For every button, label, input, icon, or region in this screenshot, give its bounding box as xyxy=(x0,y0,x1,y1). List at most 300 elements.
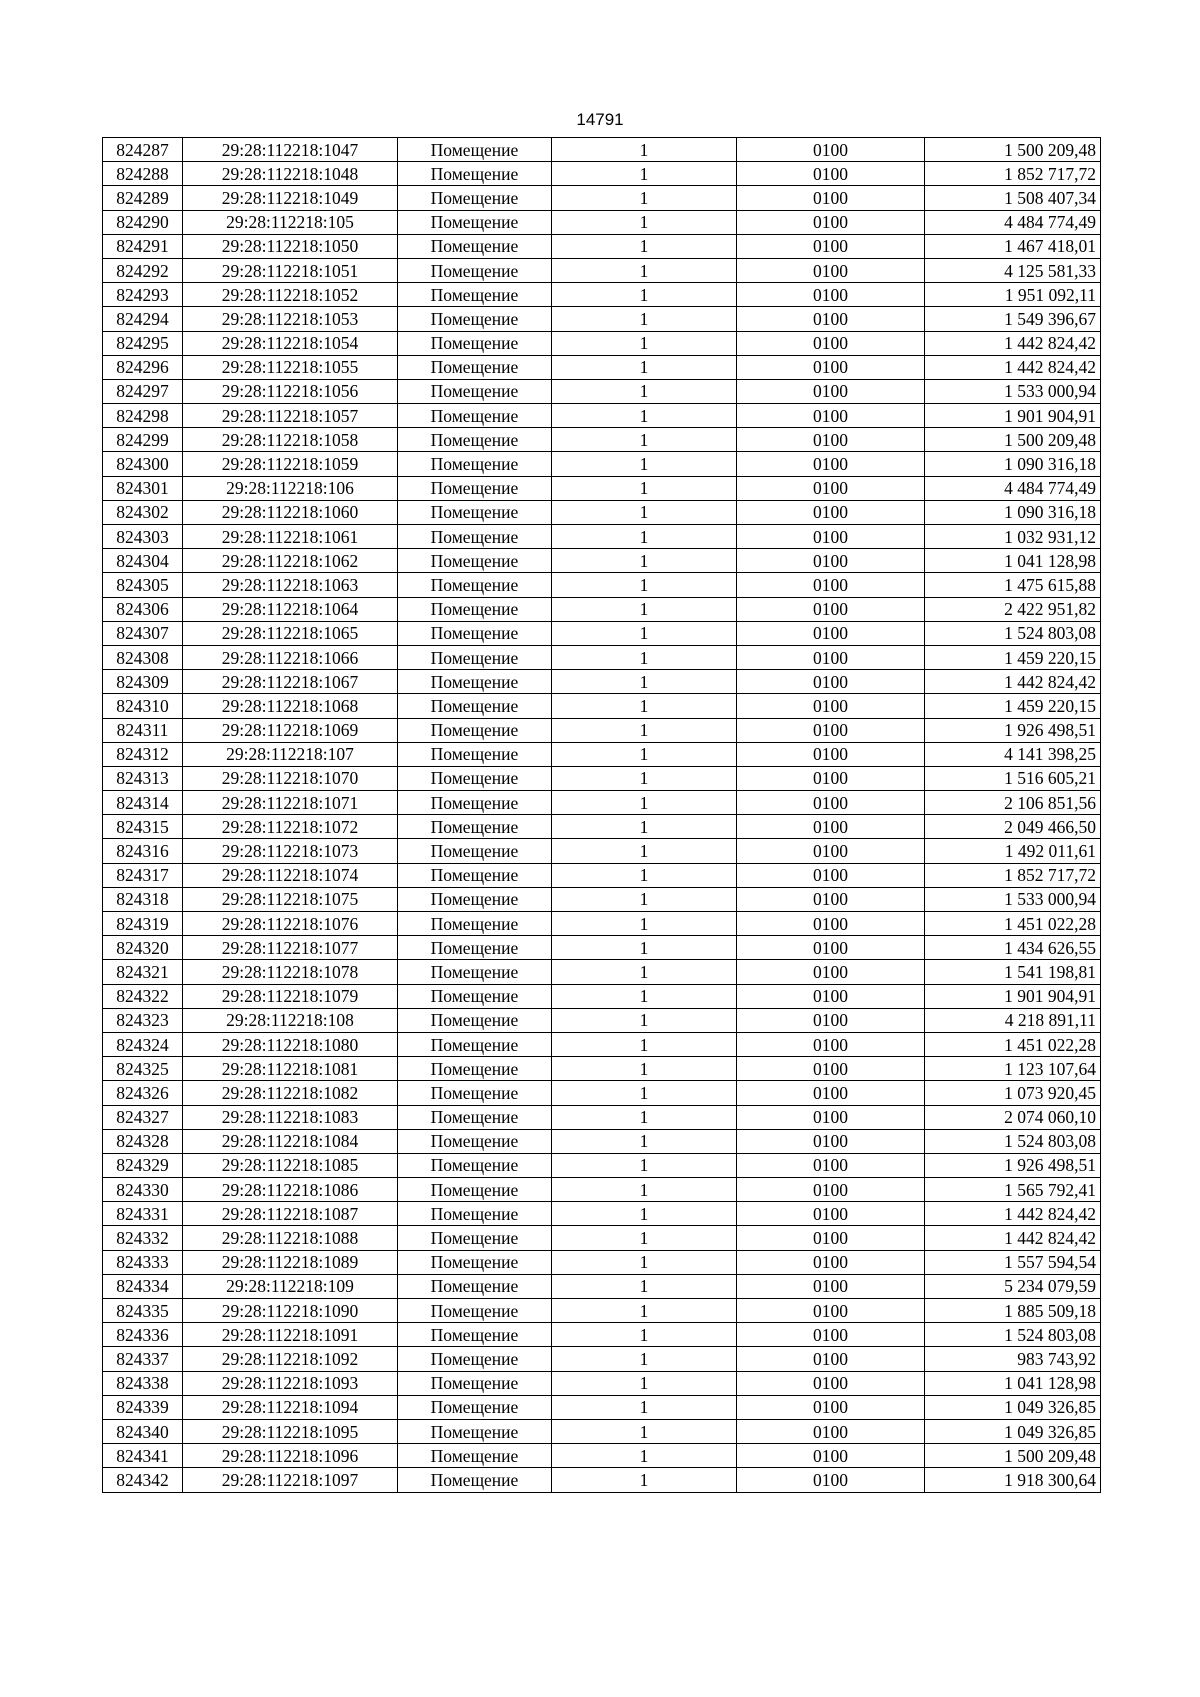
row-number-cell: 824304 xyxy=(103,549,183,573)
object-type-cell: Помещение xyxy=(398,1032,552,1056)
table-row xyxy=(103,452,1101,476)
object-type-cell: Помещение xyxy=(398,1057,552,1081)
object-type-cell: Помещение xyxy=(398,1299,552,1323)
table-row xyxy=(103,307,1101,331)
object-type-cell: Помещение xyxy=(398,234,552,258)
row-number-cell: 824319 xyxy=(103,912,183,936)
quantity-cell: 1 xyxy=(552,162,737,186)
code-cell: 0100 xyxy=(737,742,925,766)
cadastral-value-cell: 1 442 824,42 xyxy=(925,670,1101,694)
quantity-cell: 1 xyxy=(552,742,737,766)
table-row xyxy=(103,1105,1101,1129)
cadastral-value-cell: 1 516 605,21 xyxy=(925,766,1101,790)
cadastral-number-cell: 29:28:112218:1093 xyxy=(183,1371,398,1395)
object-type-cell: Помещение xyxy=(398,1226,552,1250)
cadastral-value-cell: 2 422 951,82 xyxy=(925,597,1101,621)
cadastral-value-cell: 1 557 594,54 xyxy=(925,1250,1101,1274)
table-row xyxy=(103,670,1101,694)
row-number-cell: 824308 xyxy=(103,645,183,669)
row-number-cell: 824329 xyxy=(103,1153,183,1177)
table-row xyxy=(103,210,1101,234)
quantity-cell: 1 xyxy=(552,645,737,669)
code-cell: 0100 xyxy=(737,1250,925,1274)
cadastral-number-cell: 29:28:112218:109 xyxy=(183,1274,398,1298)
object-type-cell: Помещение xyxy=(398,476,552,500)
row-number-cell: 824297 xyxy=(103,379,183,403)
quantity-cell: 1 xyxy=(552,936,737,960)
quantity-cell: 1 xyxy=(552,694,737,718)
cadastral-number-cell: 29:28:112218:107 xyxy=(183,742,398,766)
quantity-cell: 1 xyxy=(552,210,737,234)
code-cell: 0100 xyxy=(737,549,925,573)
object-type-cell: Помещение xyxy=(398,645,552,669)
quantity-cell: 1 xyxy=(552,1347,737,1371)
cadastral-value-cell: 4 125 581,33 xyxy=(925,258,1101,282)
object-type-cell: Помещение xyxy=(398,912,552,936)
code-cell: 0100 xyxy=(737,1032,925,1056)
table-row xyxy=(103,912,1101,936)
quantity-cell: 1 xyxy=(552,404,737,428)
cadastral-value-cell: 1 041 128,98 xyxy=(925,549,1101,573)
cadastral-number-cell: 29:28:112218:1060 xyxy=(183,500,398,524)
row-number-cell: 824328 xyxy=(103,1129,183,1153)
cadastral-value-cell: 1 852 717,72 xyxy=(925,162,1101,186)
cadastral-value-cell: 1 442 824,42 xyxy=(925,355,1101,379)
object-type-cell: Помещение xyxy=(398,1274,552,1298)
quantity-cell: 1 xyxy=(552,815,737,839)
object-type-cell: Помещение xyxy=(398,1008,552,1032)
quantity-cell: 1 xyxy=(552,1299,737,1323)
cadastral-number-cell: 29:28:112218:1066 xyxy=(183,645,398,669)
object-type-cell: Помещение xyxy=(398,1323,552,1347)
table-row xyxy=(103,428,1101,452)
object-type-cell: Помещение xyxy=(398,525,552,549)
quantity-cell: 1 xyxy=(552,1226,737,1250)
row-number-cell: 824322 xyxy=(103,984,183,1008)
object-type-cell: Помещение xyxy=(398,1395,552,1419)
row-number-cell: 824307 xyxy=(103,621,183,645)
quantity-cell: 1 xyxy=(552,1105,737,1129)
table-row xyxy=(103,1419,1101,1443)
cadastral-value-cell: 1 467 418,01 xyxy=(925,234,1101,258)
object-type-cell: Помещение xyxy=(398,500,552,524)
cadastral-number-cell: 29:28:112218:1073 xyxy=(183,839,398,863)
table-row xyxy=(103,936,1101,960)
object-type-cell: Помещение xyxy=(398,186,552,210)
quantity-cell: 1 xyxy=(552,1178,737,1202)
table-row xyxy=(103,525,1101,549)
table-row xyxy=(103,549,1101,573)
object-type-cell: Помещение xyxy=(398,452,552,476)
code-cell: 0100 xyxy=(737,1153,925,1177)
cadastral-number-cell: 29:28:112218:1097 xyxy=(183,1468,398,1492)
code-cell: 0100 xyxy=(737,694,925,718)
cadastral-value-cell: 1 901 904,91 xyxy=(925,984,1101,1008)
cadastral-value-cell: 1 508 407,34 xyxy=(925,186,1101,210)
code-cell: 0100 xyxy=(737,210,925,234)
cadastral-value-cell: 1 090 316,18 xyxy=(925,500,1101,524)
row-number-cell: 824316 xyxy=(103,839,183,863)
quantity-cell: 1 xyxy=(552,476,737,500)
quantity-cell: 1 xyxy=(552,549,737,573)
cadastral-value-cell: 1 442 824,42 xyxy=(925,331,1101,355)
cadastral-number-cell: 29:28:112218:1055 xyxy=(183,355,398,379)
registry-table xyxy=(102,137,1101,1493)
object-type-cell: Помещение xyxy=(398,1419,552,1443)
row-number-cell: 824325 xyxy=(103,1057,183,1081)
quantity-cell: 1 xyxy=(552,670,737,694)
cadastral-number-cell: 29:28:112218:1059 xyxy=(183,452,398,476)
table-row xyxy=(103,1081,1101,1105)
table-row xyxy=(103,863,1101,887)
table-row xyxy=(103,960,1101,984)
row-number-cell: 824310 xyxy=(103,694,183,718)
cadastral-value-cell: 1 524 803,08 xyxy=(925,621,1101,645)
code-cell: 0100 xyxy=(737,766,925,790)
table-row xyxy=(103,718,1101,742)
table-row xyxy=(103,258,1101,282)
table-row xyxy=(103,404,1101,428)
cadastral-number-cell: 29:28:112218:1086 xyxy=(183,1178,398,1202)
code-cell: 0100 xyxy=(737,1395,925,1419)
quantity-cell: 1 xyxy=(552,1202,737,1226)
quantity-cell: 1 xyxy=(552,984,737,1008)
row-number-cell: 824300 xyxy=(103,452,183,476)
table-row xyxy=(103,476,1101,500)
registry-table-body xyxy=(103,138,1101,1493)
cadastral-number-cell: 29:28:112218:1075 xyxy=(183,887,398,911)
row-number-cell: 824295 xyxy=(103,331,183,355)
row-number-cell: 824339 xyxy=(103,1395,183,1419)
table-row xyxy=(103,1371,1101,1395)
cadastral-value-cell: 2 049 466,50 xyxy=(925,815,1101,839)
code-cell: 0100 xyxy=(737,960,925,984)
code-cell: 0100 xyxy=(737,404,925,428)
cadastral-number-cell: 29:28:112218:1083 xyxy=(183,1105,398,1129)
table-row xyxy=(103,766,1101,790)
table-row xyxy=(103,694,1101,718)
quantity-cell: 1 xyxy=(552,1032,737,1056)
row-number-cell: 824309 xyxy=(103,670,183,694)
object-type-cell: Помещение xyxy=(398,1105,552,1129)
code-cell: 0100 xyxy=(737,645,925,669)
quantity-cell: 1 xyxy=(552,452,737,476)
cadastral-value-cell: 1 451 022,28 xyxy=(925,912,1101,936)
table-row xyxy=(103,742,1101,766)
quantity-cell: 1 xyxy=(552,1250,737,1274)
code-cell: 0100 xyxy=(737,452,925,476)
cadastral-number-cell: 29:28:112218:1078 xyxy=(183,960,398,984)
table-row xyxy=(103,839,1101,863)
table-row xyxy=(103,815,1101,839)
cadastral-value-cell: 1 442 824,42 xyxy=(925,1226,1101,1250)
row-number-cell: 824318 xyxy=(103,887,183,911)
cadastral-value-cell: 4 218 891,11 xyxy=(925,1008,1101,1032)
code-cell: 0100 xyxy=(737,1202,925,1226)
cadastral-number-cell: 29:28:112218:1064 xyxy=(183,597,398,621)
cadastral-value-cell: 2 106 851,56 xyxy=(925,791,1101,815)
cadastral-number-cell: 29:28:112218:1056 xyxy=(183,379,398,403)
row-number-cell: 824302 xyxy=(103,500,183,524)
code-cell: 0100 xyxy=(737,1444,925,1468)
cadastral-value-cell: 1 049 326,85 xyxy=(925,1395,1101,1419)
row-number-cell: 824326 xyxy=(103,1081,183,1105)
table-row xyxy=(103,1299,1101,1323)
cadastral-value-cell: 4 141 398,25 xyxy=(925,742,1101,766)
cadastral-number-cell: 29:28:112218:1091 xyxy=(183,1323,398,1347)
quantity-cell: 1 xyxy=(552,597,737,621)
row-number-cell: 824323 xyxy=(103,1008,183,1032)
quantity-cell: 1 xyxy=(552,573,737,597)
row-number-cell: 824327 xyxy=(103,1105,183,1129)
cadastral-number-cell: 29:28:112218:1079 xyxy=(183,984,398,1008)
row-number-cell: 824321 xyxy=(103,960,183,984)
cadastral-number-cell: 29:28:112218:1089 xyxy=(183,1250,398,1274)
cadastral-value-cell: 1 041 128,98 xyxy=(925,1371,1101,1395)
object-type-cell: Помещение xyxy=(398,887,552,911)
cadastral-value-cell: 1 500 209,48 xyxy=(925,1444,1101,1468)
table-row xyxy=(103,234,1101,258)
cadastral-number-cell: 29:28:112218:1062 xyxy=(183,549,398,573)
row-number-cell: 824299 xyxy=(103,428,183,452)
cadastral-value-cell: 1 451 022,28 xyxy=(925,1032,1101,1056)
cadastral-value-cell: 1 885 509,18 xyxy=(925,1299,1101,1323)
object-type-cell: Помещение xyxy=(398,863,552,887)
cadastral-value-cell: 1 926 498,51 xyxy=(925,718,1101,742)
quantity-cell: 1 xyxy=(552,1395,737,1419)
cadastral-number-cell: 29:28:112218:1068 xyxy=(183,694,398,718)
quantity-cell: 1 xyxy=(552,887,737,911)
row-number-cell: 824333 xyxy=(103,1250,183,1274)
quantity-cell: 1 xyxy=(552,525,737,549)
code-cell: 0100 xyxy=(737,791,925,815)
object-type-cell: Помещение xyxy=(398,573,552,597)
row-number-cell: 824292 xyxy=(103,258,183,282)
object-type-cell: Помещение xyxy=(398,621,552,645)
cadastral-number-cell: 29:28:112218:1053 xyxy=(183,307,398,331)
row-number-cell: 824337 xyxy=(103,1347,183,1371)
cadastral-value-cell: 2 074 060,10 xyxy=(925,1105,1101,1129)
cadastral-number-cell: 29:28:112218:1069 xyxy=(183,718,398,742)
cadastral-number-cell: 29:28:112218:1080 xyxy=(183,1032,398,1056)
cadastral-number-cell: 29:28:112218:1047 xyxy=(183,138,398,162)
row-number-cell: 824320 xyxy=(103,936,183,960)
quantity-cell: 1 xyxy=(552,1371,737,1395)
quantity-cell: 1 xyxy=(552,1153,737,1177)
cadastral-value-cell: 1 901 904,91 xyxy=(925,404,1101,428)
object-type-cell: Помещение xyxy=(398,1444,552,1468)
cadastral-number-cell: 29:28:112218:1085 xyxy=(183,1153,398,1177)
row-number-cell: 824324 xyxy=(103,1032,183,1056)
cadastral-number-cell: 29:28:112218:1054 xyxy=(183,331,398,355)
code-cell: 0100 xyxy=(737,283,925,307)
quantity-cell: 1 xyxy=(552,355,737,379)
code-cell: 0100 xyxy=(737,1468,925,1492)
code-cell: 0100 xyxy=(737,815,925,839)
cadastral-value-cell: 1 541 198,81 xyxy=(925,960,1101,984)
object-type-cell: Помещение xyxy=(398,162,552,186)
row-number-cell: 824301 xyxy=(103,476,183,500)
code-cell: 0100 xyxy=(737,307,925,331)
table-row xyxy=(103,1274,1101,1298)
quantity-cell: 1 xyxy=(552,379,737,403)
code-cell: 0100 xyxy=(737,670,925,694)
quantity-cell: 1 xyxy=(552,912,737,936)
code-cell: 0100 xyxy=(737,500,925,524)
cadastral-value-cell: 1 918 300,64 xyxy=(925,1468,1101,1492)
cadastral-number-cell: 29:28:112218:1072 xyxy=(183,815,398,839)
code-cell: 0100 xyxy=(737,887,925,911)
cadastral-value-cell: 1 459 220,15 xyxy=(925,645,1101,669)
object-type-cell: Помещение xyxy=(398,718,552,742)
cadastral-value-cell: 1 533 000,94 xyxy=(925,379,1101,403)
object-type-cell: Помещение xyxy=(398,1468,552,1492)
code-cell: 0100 xyxy=(737,1274,925,1298)
table-row xyxy=(103,791,1101,815)
cadastral-value-cell: 983 743,92 xyxy=(925,1347,1101,1371)
object-type-cell: Помещение xyxy=(398,355,552,379)
cadastral-value-cell: 1 073 920,45 xyxy=(925,1081,1101,1105)
table-row xyxy=(103,1129,1101,1153)
cadastral-number-cell: 29:28:112218:1067 xyxy=(183,670,398,694)
quantity-cell: 1 xyxy=(552,138,737,162)
row-number-cell: 824311 xyxy=(103,718,183,742)
cadastral-number-cell: 29:28:112218:108 xyxy=(183,1008,398,1032)
object-type-cell: Помещение xyxy=(398,1081,552,1105)
cadastral-number-cell: 29:28:112218:1071 xyxy=(183,791,398,815)
row-number-cell: 824331 xyxy=(103,1202,183,1226)
cadastral-value-cell: 1 524 803,08 xyxy=(925,1129,1101,1153)
quantity-cell: 1 xyxy=(552,283,737,307)
row-number-cell: 824306 xyxy=(103,597,183,621)
quantity-cell: 1 xyxy=(552,621,737,645)
code-cell: 0100 xyxy=(737,258,925,282)
code-cell: 0100 xyxy=(737,839,925,863)
object-type-cell: Помещение xyxy=(398,404,552,428)
row-number-cell: 824315 xyxy=(103,815,183,839)
quantity-cell: 1 xyxy=(552,839,737,863)
quantity-cell: 1 xyxy=(552,331,737,355)
table-row xyxy=(103,1347,1101,1371)
code-cell: 0100 xyxy=(737,1371,925,1395)
cadastral-value-cell: 4 484 774,49 xyxy=(925,210,1101,234)
row-number-cell: 824288 xyxy=(103,162,183,186)
cadastral-value-cell: 1 549 396,67 xyxy=(925,307,1101,331)
code-cell: 0100 xyxy=(737,1129,925,1153)
code-cell: 0100 xyxy=(737,162,925,186)
code-cell: 0100 xyxy=(737,379,925,403)
quantity-cell: 1 xyxy=(552,718,737,742)
code-cell: 0100 xyxy=(737,621,925,645)
cadastral-number-cell: 29:28:112218:1082 xyxy=(183,1081,398,1105)
code-cell: 0100 xyxy=(737,138,925,162)
code-cell: 0100 xyxy=(737,476,925,500)
cadastral-number-cell: 29:28:112218:1081 xyxy=(183,1057,398,1081)
row-number-cell: 824305 xyxy=(103,573,183,597)
object-type-cell: Помещение xyxy=(398,1347,552,1371)
cadastral-number-cell: 29:28:112218:1084 xyxy=(183,1129,398,1153)
quantity-cell: 1 xyxy=(552,766,737,790)
object-type-cell: Помещение xyxy=(398,258,552,282)
cadastral-value-cell: 1 926 498,51 xyxy=(925,1153,1101,1177)
table-row xyxy=(103,500,1101,524)
cadastral-value-cell: 1 951 092,11 xyxy=(925,283,1101,307)
quantity-cell: 1 xyxy=(552,428,737,452)
row-number-cell: 824312 xyxy=(103,742,183,766)
code-cell: 0100 xyxy=(737,1323,925,1347)
cadastral-number-cell: 29:28:112218:1090 xyxy=(183,1299,398,1323)
table-row xyxy=(103,645,1101,669)
table-row xyxy=(103,186,1101,210)
cadastral-value-cell: 1 475 615,88 xyxy=(925,573,1101,597)
cadastral-number-cell: 29:28:112218:1058 xyxy=(183,428,398,452)
cadastral-value-cell: 1 049 326,85 xyxy=(925,1419,1101,1443)
code-cell: 0100 xyxy=(737,1105,925,1129)
cadastral-number-cell: 29:28:112218:1065 xyxy=(183,621,398,645)
code-cell: 0100 xyxy=(737,1299,925,1323)
table-row xyxy=(103,984,1101,1008)
table-row xyxy=(103,597,1101,621)
object-type-cell: Помещение xyxy=(398,379,552,403)
row-number-cell: 824330 xyxy=(103,1178,183,1202)
object-type-cell: Помещение xyxy=(398,428,552,452)
table-row xyxy=(103,1444,1101,1468)
table-row xyxy=(103,1178,1101,1202)
table-row xyxy=(103,331,1101,355)
cadastral-number-cell: 29:28:112218:1052 xyxy=(183,283,398,307)
cadastral-number-cell: 29:28:112218:106 xyxy=(183,476,398,500)
quantity-cell: 1 xyxy=(552,863,737,887)
code-cell: 0100 xyxy=(737,863,925,887)
quantity-cell: 1 xyxy=(552,960,737,984)
cadastral-value-cell: 1 442 824,42 xyxy=(925,1202,1101,1226)
cadastral-value-cell: 1 459 220,15 xyxy=(925,694,1101,718)
quantity-cell: 1 xyxy=(552,1081,737,1105)
object-type-cell: Помещение xyxy=(398,1178,552,1202)
object-type-cell: Помещение xyxy=(398,597,552,621)
code-cell: 0100 xyxy=(737,1008,925,1032)
object-type-cell: Помещение xyxy=(398,1202,552,1226)
cadastral-value-cell: 1 852 717,72 xyxy=(925,863,1101,887)
object-type-cell: Помещение xyxy=(398,694,552,718)
row-number-cell: 824341 xyxy=(103,1444,183,1468)
code-cell: 0100 xyxy=(737,718,925,742)
table-row xyxy=(103,1202,1101,1226)
code-cell: 0100 xyxy=(737,936,925,960)
quantity-cell: 1 xyxy=(552,1057,737,1081)
cadastral-number-cell: 29:28:112218:1057 xyxy=(183,404,398,428)
table-row xyxy=(103,621,1101,645)
cadastral-number-cell: 29:28:112218:1063 xyxy=(183,573,398,597)
row-number-cell: 824317 xyxy=(103,863,183,887)
row-number-cell: 824335 xyxy=(103,1299,183,1323)
quantity-cell: 1 xyxy=(552,1444,737,1468)
code-cell: 0100 xyxy=(737,428,925,452)
cadastral-value-cell: 1 492 011,61 xyxy=(925,839,1101,863)
row-number-cell: 824334 xyxy=(103,1274,183,1298)
row-number-cell: 824336 xyxy=(103,1323,183,1347)
table-row xyxy=(103,1323,1101,1347)
quantity-cell: 1 xyxy=(552,186,737,210)
row-number-cell: 824313 xyxy=(103,766,183,790)
object-type-cell: Помещение xyxy=(398,331,552,355)
cadastral-number-cell: 29:28:112218:1094 xyxy=(183,1395,398,1419)
quantity-cell: 1 xyxy=(552,258,737,282)
code-cell: 0100 xyxy=(737,1081,925,1105)
cadastral-value-cell: 1 123 107,64 xyxy=(925,1057,1101,1081)
object-type-cell: Помещение xyxy=(398,839,552,863)
cadastral-value-cell: 1 090 316,18 xyxy=(925,452,1101,476)
